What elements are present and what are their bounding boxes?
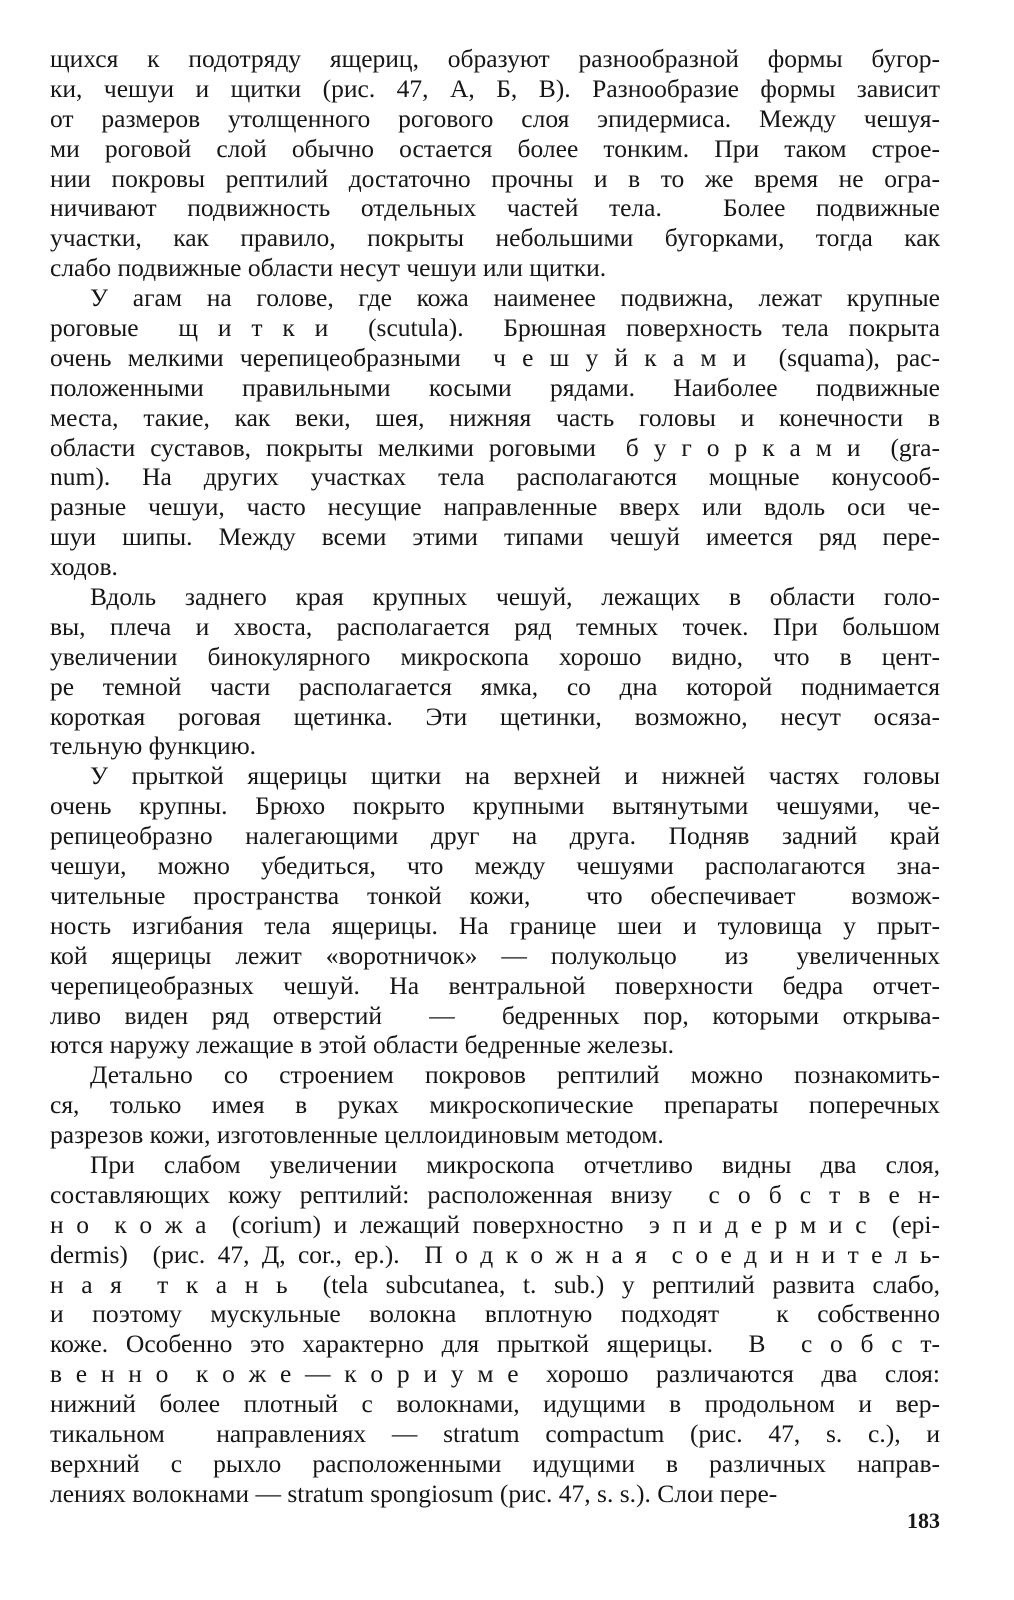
text-line: ливо виден ряд отверстий — бедренных пор, которыми открыва- (50, 1000, 940, 1030)
paragraph (50, 1060, 940, 1150)
page-number: 183 (907, 1508, 940, 1533)
text-line: н о к о ж а (corium) и лежащий поверхностно э п и д е р м и с (epi- (50, 1209, 940, 1239)
text-line: вы, плеча и хвоста, располагается ряд темных точек. При большом (50, 611, 940, 641)
text-line: Детально со строением покровов рептилий можно познакомить- (90, 1060, 940, 1090)
text-line: тельную функцию. (50, 731, 257, 761)
text-line: ре темной части располагается ямка, со дна которой поднимается (50, 671, 940, 701)
paragraph (50, 761, 940, 1060)
text-line: и поэтому мускульные волокна вплотную подходят к собственно (50, 1299, 940, 1329)
text-line: чительные пространства тонкой кожи, что обеспечивает возмож- (50, 880, 940, 910)
text-line: очень крупны. Брюхо покрыто крупными вытянутыми чешуями, че- (50, 791, 940, 821)
text-line: чешуи, можно убедиться, что между чешуями располагаются зна- (50, 851, 940, 881)
paragraph (50, 582, 940, 761)
text-line: очень мелкими черепицеобразными ч е ш у й к а м и (squama), рас- (50, 342, 940, 372)
text-line: репицеобразно налегающими друг на друга. Подняв задний край (50, 821, 940, 851)
text-line: dermis) (рис. 47, Д, cor., ер.). П о д к о ж н а я с о е д и н и т е л ь- (50, 1239, 940, 1269)
text-line: При слабом увеличении микроскопа отчетливо видны два слоя, (90, 1149, 940, 1179)
text-line: ми роговой слой обычно остается более тонким. При таком строе- (50, 133, 940, 163)
text-line: У агам на голове, где кожа наименее подвижна, лежат крупные (90, 283, 940, 313)
text-line: ются наружу лежащие в этой области бедренные железы. (50, 1030, 674, 1060)
page-text (50, 44, 940, 1509)
text-line: щихся к подотряду ящериц, образуют разнообразной формы бугор- (50, 44, 940, 73)
text-line: увеличении бинокулярного микроскопа хорошо видно, что в цент- (50, 641, 940, 671)
text-line: У прыткой ящерицы щитки на верхней и нижней частях головы (90, 761, 940, 791)
text-line: ность изгибания тела ящерицы. На границе шеи и туловища у прыт- (50, 910, 940, 940)
text-line: короткая роговая щетинка. Эти щетинки, возможно, несут осяза- (50, 701, 940, 731)
text-line: области суставов, покрыты мелкими роговыми б у г о р к а м и (gra- (50, 432, 940, 462)
text-line: коже. Особенно это характерно для прыткой ящерицы. В с о б с т- (50, 1329, 940, 1359)
paragraph (50, 44, 940, 283)
text-line: участки, как правило, покрыты небольшими бугорками, тогда как (50, 223, 940, 253)
text-line: Вдоль заднего края крупных чешуй, лежащих в области голо- (90, 582, 940, 612)
text-line: положенными правильными косыми рядами. Наиболее подвижные (50, 372, 940, 402)
text-line: нижний более плотный с волокнами, идущими в продольном и вер- (50, 1389, 940, 1419)
text-line: черепицеобразных чешуй. На вентральной поверхности бедра отчет- (50, 970, 940, 1000)
text-line: верхний с рыхло расположенными идущими в различных направ- (50, 1448, 940, 1478)
text-line: тикальном направлениях — stratum compactum (рис. 47, s. с.), и (50, 1418, 940, 1448)
text-line: слабо подвижные области несут чешуи или щитки. (50, 253, 607, 283)
text-line: составляющих кожу рептилий: расположенная внизу с о б с т в е н- (50, 1179, 940, 1209)
text-line: лениях волокнами — stratum spongiosum (рис. 47, s. s.). Слои пере- (50, 1478, 778, 1508)
text-line: разрезов кожи, изготовленные целлоидиновым методом. (50, 1120, 664, 1150)
text-line: num). На других участках тела располагаются мощные конусооб- (50, 462, 940, 492)
text-line: ся, только имея в руках микроскопические препараты поперечных (50, 1090, 940, 1120)
text-line: н а я т к а н ь (tela subcutanea, t. sub.) у рептилий развита слабо, (50, 1269, 940, 1299)
text-line: ходов. (50, 552, 118, 582)
text-line: места, такие, как веки, шея, нижняя часть головы и конечности в (50, 402, 940, 432)
text-line: в е н н о к о ж е — к о р и у м е хорошо различаются два слоя: (50, 1359, 940, 1389)
text-line: от размеров утолщенного рогового слоя эпидермиса. Между чешуя- (50, 103, 940, 133)
text-line: разные чешуи, часто несущие направленные вверх или вдоль оси че- (50, 492, 940, 522)
text-line: шуи шипы. Между всеми этими типами чешуй имеется ряд пере- (50, 522, 940, 552)
text-line: кой ящерицы лежит «воротничок» — полукольцо из увеличенных (50, 940, 940, 970)
paragraph (50, 283, 940, 582)
text-line: ки, чешуи и щитки (рис. 47, А, Б, В). Разнообразие формы зависит (50, 73, 940, 103)
text-line: ничивают подвижность отдельных частей тела. Более подвижные (50, 193, 940, 223)
paragraph (50, 1150, 940, 1509)
text-line: роговые щ и т к и (scutula). Брюшная поверхность тела покрыта (50, 313, 940, 343)
text-line: нии покровы рептилий достаточно прочны и в то же время не огра- (50, 163, 940, 193)
